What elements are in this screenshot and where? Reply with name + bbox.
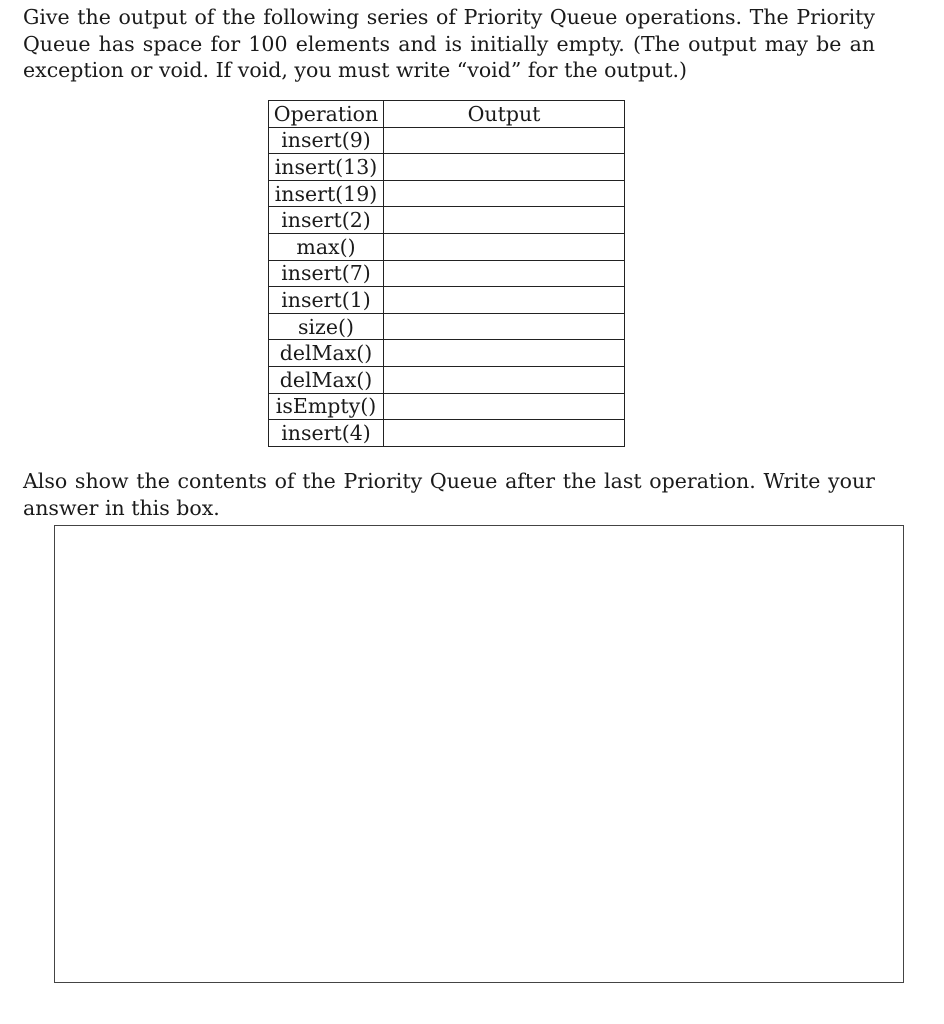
answer-box[interactable] xyxy=(54,525,904,983)
table-row xyxy=(269,233,625,260)
output-cell[interactable] xyxy=(384,393,625,420)
output-cell[interactable] xyxy=(384,287,625,314)
table-row xyxy=(269,366,625,393)
operation-cell: insert(1) xyxy=(269,287,384,314)
operation-cell: isEmpty() xyxy=(269,393,384,420)
table-row xyxy=(269,313,625,340)
question-intro: Give the output of the following series of Priority Queue operations. The Priority Queue has space for 100 elements and is initially empty. (The output may be an exception or void. If void, you must write “void” for the output.) xyxy=(23,5,875,82)
question-followup: Also show the contents of the Priority Queue after the last operation. Write your answer in this box. xyxy=(23,469,875,520)
table-row xyxy=(269,180,625,207)
output-cell[interactable] xyxy=(384,340,625,367)
table-row xyxy=(269,340,625,367)
output-cell[interactable] xyxy=(384,180,625,207)
operation-cell: insert(19) xyxy=(269,180,384,207)
table-row xyxy=(269,207,625,234)
table-header-row xyxy=(269,101,625,128)
operation-cell: insert(2) xyxy=(269,207,384,234)
operation-column-header: Operation xyxy=(269,101,384,128)
operation-cell: max() xyxy=(269,233,384,260)
operation-cell: size() xyxy=(269,313,384,340)
output-cell[interactable] xyxy=(384,127,625,154)
operation-cell: delMax() xyxy=(269,366,384,393)
table-row xyxy=(269,127,625,154)
output-cell[interactable] xyxy=(384,366,625,393)
output-cell[interactable] xyxy=(384,420,625,447)
operation-cell: delMax() xyxy=(269,340,384,367)
output-cell[interactable] xyxy=(384,313,625,340)
table-row xyxy=(269,154,625,181)
output-column-header: Output xyxy=(384,101,625,128)
output-cell[interactable] xyxy=(384,260,625,287)
output-cell[interactable] xyxy=(384,233,625,260)
output-cell[interactable] xyxy=(384,154,625,181)
operations-table xyxy=(268,100,625,447)
table-row xyxy=(269,260,625,287)
operation-cell: insert(7) xyxy=(269,260,384,287)
operation-cell: insert(4) xyxy=(269,420,384,447)
table-row xyxy=(269,420,625,447)
operation-cell: insert(9) xyxy=(269,127,384,154)
table-row xyxy=(269,393,625,420)
output-cell[interactable] xyxy=(384,207,625,234)
operation-cell: insert(13) xyxy=(269,154,384,181)
table-row xyxy=(269,287,625,314)
